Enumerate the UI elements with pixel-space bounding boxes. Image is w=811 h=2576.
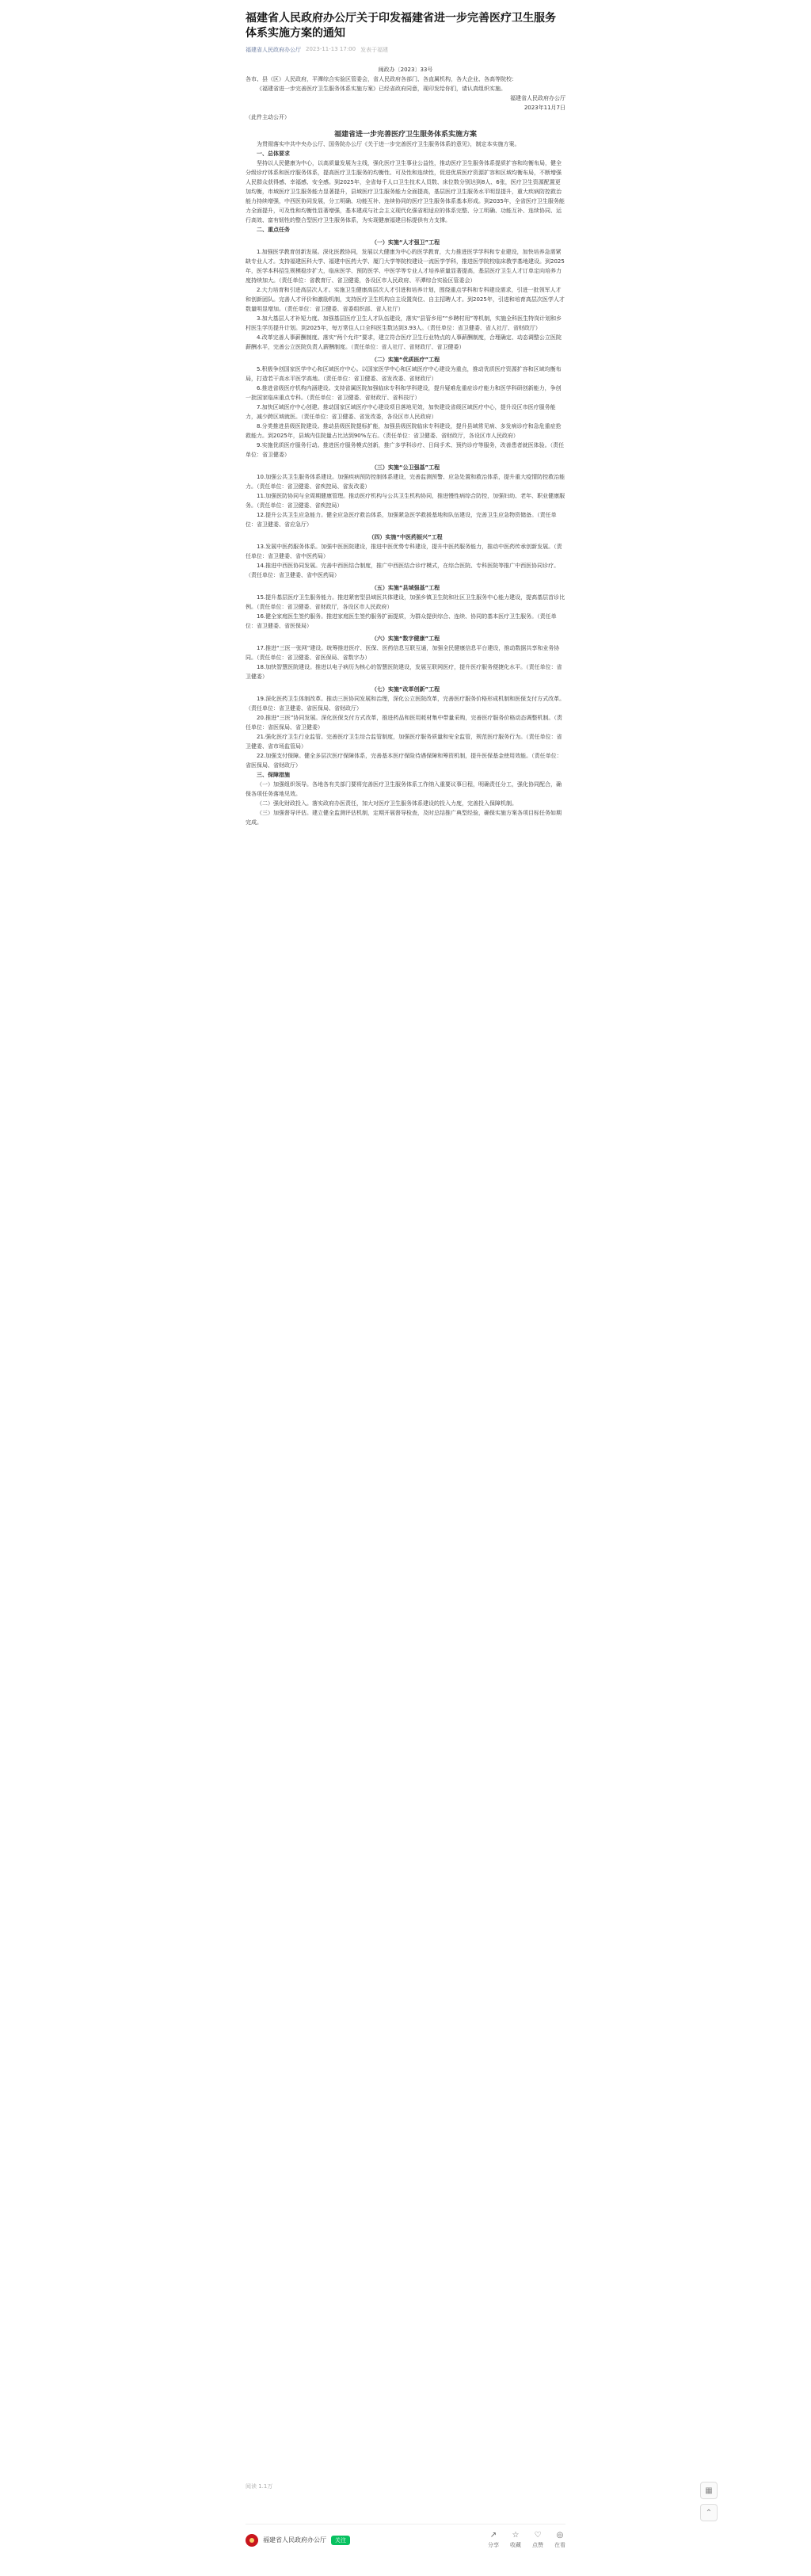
account-name[interactable]: 福建省人民政府办公厅 [263, 2536, 326, 2544]
favorite-button[interactable]: ☆ 收藏 [510, 2531, 521, 2548]
account-logo-icon[interactable] [246, 2534, 258, 2547]
article-title: 福建省人民政府办公厅关于印发福建省进一步完善医疗卫生服务体系实施方案的通知 [246, 12, 556, 40]
action-bar [488, 2531, 565, 2549]
paragraph: （一）加强组织领导。各地各有关部门要将完善医疗卫生服务体系工作纳入重要议事日程，明确责任分工，强化协同配合，确保各项任务落地见效。 [246, 781, 562, 797]
notice-body: 《福建省进一步完善医疗卫生服务体系实施方案》已经省政府同意，现印发给你们，请认真组织实施。 [257, 86, 506, 92]
paragraph: 18.加快智慧医院建设。推进以电子病历为核心的智慧医院建设，发展互联网医疗，提升医疗服务便捷化水平。（责任单位：省卫健委） [246, 664, 562, 680]
paragraph: 4.改革完善人事薪酬制度。落实“两个允许”要求，建立符合医疗卫生行业特点的人事薪酬制度，合理确定、动态调整公立医院薪酬水平，完善公立医院负责人薪酬制度。（责任单位：省人社厅、省财政厅、省卫健委） [246, 334, 562, 350]
paragraph: （二）强化财政投入。落实政府办医责任，加大对医疗卫生服务体系建设的投入力度，完善投入保障机制。 [257, 800, 517, 807]
share-button[interactable]: ↗ 分享 [488, 2531, 499, 2548]
paragraph: 14.推进中西医协同发展。完善中西医结合制度，推广中西医结合诊疗模式，在综合医院、专科医院等推广中西医协同诊疗。（责任单位：省卫健委、省中医药局） [246, 563, 560, 578]
star-icon: ☆ [512, 2531, 520, 2540]
paragraph: 10.加强公共卫生服务体系建设。加强疾病预防控制体系建设，完善监测预警、应急处置和救治体系，提升重大疫情防控救治能力。（责任单位：省卫健委、省疾控局、省发改委） [246, 474, 565, 490]
qr-code-icon: ▦ [705, 2486, 713, 2495]
paragraph: （六）实施“数字健康”工程 [371, 635, 440, 642]
paragraph: 为贯彻落实中共中央办公厅、国务院办公厅《关于进一步完善医疗卫生服务体系的意见》，制定本实施方案。 [257, 141, 520, 147]
article-location: 发表于福建 [360, 47, 389, 53]
paragraph: 9.实施优质医疗服务行动。推进医疗服务模式创新，推广多学科诊疗、日间手术、预约诊疗等服务，改善患者就医体验。（责任单位：省卫健委） [246, 442, 565, 458]
paragraph: 7.加快区域医疗中心创建。推动国家区域医疗中心建设项目落地见效，加快建设省级区域医疗中心，提升设区市医疗服务能力，减少跨区域就医。（责任单位：省卫健委、省发改委，各设区市人民政府） [246, 404, 556, 420]
article-content [246, 65, 565, 827]
paragraph: 13.发展中医药服务体系。加强中医医院建设，推进中医优势专科建设，提升中医药服务能力，推动中医药传承创新发展。（责任单位：省卫健委、省中医药局） [246, 544, 562, 559]
paragraph: 一、总体要求 [257, 151, 290, 157]
article-date: 2023-11-13 17:00 [306, 46, 356, 52]
article [246, 11, 565, 827]
addressee: 各市、县（区）人民政府，平潭综合实验区管委会，省人民政府各部门、各直属机构，各大企业、各高等院校： [246, 76, 517, 82]
paragraph: （三）加强督导评估。建立健全监测评估机制，定期开展督导检查，及时总结推广典型经验，确保实施方案各项目标任务如期完成。 [246, 810, 562, 826]
follow-button[interactable]: 关注 [331, 2536, 350, 2545]
paragraph: 20.推进“三医”协同发展。深化医保支付方式改革，推进药品和医用耗材集中带量采购，完善医疗服务价格动态调整机制。（责任单位：省医保局、省卫健委） [246, 715, 562, 731]
bottom-bar [246, 2524, 565, 2555]
paragraph: 21.强化医疗卫生行业监管。完善医疗卫生综合监管制度，加强医疗服务质量和安全监管，规范医疗服务行为。（责任单位：省卫健委、省市场监管局） [246, 734, 562, 750]
paragraph: 17.推进“三医一张网”建设。统筹推进医疗、医保、医药信息互联互通，加强全民健康信息平台建设，推动数据共享和业务协同。（责任单位：省卫健委、省医保局、省数字办） [246, 645, 560, 661]
paragraph: 5.积极争创国家医学中心和区域医疗中心。以国家医学中心和区域医疗中心建设为重点，推动优质医疗资源扩容和区域均衡布局，打造若干高水平医学高地。（责任单位：省卫健委、省发改委、省财政厅） [246, 366, 562, 382]
signature: 福建省人民政府办公厅 [510, 95, 565, 101]
arrow-up-icon: ⌃ [705, 2508, 713, 2517]
paragraph: 15.提升基层医疗卫生服务能力。推进紧密型县域医共体建设，加强乡镇卫生院和社区卫生服务中心能力建设，提高基层首诊比例。（责任单位：省卫健委、省财政厅，各设区市人民政府） [246, 594, 565, 610]
wow-button[interactable]: ◎ 在看 [554, 2531, 565, 2548]
article-meta [246, 46, 565, 54]
paragraph: （一）实施“人才强卫”工程 [371, 239, 440, 246]
paragraph: 8.分类推进县级医院建设。推动县级医院提标扩能，加强县级医院临床专科建设，提升县域常见病、多发病诊疗和急危重症抢救能力。到2025年，县域内住院量占比达到90%左右。（责任单位：省卫健委、省财政厅，各设区市人民政府） [246, 423, 562, 439]
doc-title: 福建省进一步完善医疗卫生服务体系实施方案 [333, 131, 477, 139]
paragraph: （五）实施“县域强基”工程 [371, 585, 440, 591]
paragraph: 坚持以人民健康为中心，以高质量发展为主线，强化医疗卫生事业公益性，推动医疗卫生服务体系提质扩容和均衡布局，健全分级诊疗体系和医疗服务体系，提高医疗卫生服务的均衡性、可及性和连续性，促进优质医疗资源扩容和区域均衡布局，不断增强人民群众获得感、幸福感、安全感。到2025年，全省每千人口卫生技术人员数、床位数分别达到8人、6张，医疗卫生资源配置更加均衡，市域医疗卫生服务能力显著提升，县域医疗卫生服务能力全面提高，基层医疗卫生服务水平明显提升，重大疾病防控救治能力持续增强，中西医协同发展，分工明确、功能互补、连续协同的医疗卫生服务体系基本形成。到2035年，全省医疗卫生服务能力全面提升，可及性和均衡性显著增强，基本建成与社会主义现代化强省相适应的体系完整、分工明确、功能互补、连续协同、运行高效、富有韧性的整合型医疗卫生服务体系，为实现健康福建目标提供有力支撑。 [246, 160, 565, 223]
paragraph: 二、重点任务 [257, 227, 290, 233]
sign-date: 2023年11月7日 [524, 105, 565, 111]
like-button[interactable]: ♡ 点赞 [532, 2531, 543, 2548]
paragraph: （二）实施“优质医疗”工程 [371, 357, 440, 363]
paragraph: 22.加强支付保障。健全多层次医疗保障体系，完善基本医疗保险待遇保障和筹资机制，提升医保基金使用效能。（责任单位：省医保局、省财政厅） [246, 753, 562, 769]
paragraph: 3.加大基层人才补短力度。加强基层医疗卫生人才队伍建设，落实“县管乡用”“乡聘村用”等机制，实施全科医生特岗计划和乡村医生学历提升计划。到2025年，每万常住人口全科医生数达到3.93人。（责任单位：省卫健委、省人社厅、省财政厅） [246, 315, 562, 331]
paragraph: 1.加强医学教育创新发展。深化医教协同，发展以大健康为中心的医学教育，大力推进医学学科和专业建设，加快培养急需紧缺专业人才。支持福建医科大学、福建中医药大学、厦门大学等院校建设一流医学学科，推进医学院校临床教学基地建设。到2025年，医学本科招生规模稳步扩大，临床医学、预防医学、中医学等专业人才培养质量显著提高，基层医疗卫生人才订单定向培养力度持续加大。（责任单位：省教育厅、省卫健委，各设区市人民政府、平潭综合实验区管委会） [246, 249, 565, 284]
paragraph: 11.加强医防协同与全周期健康管理。推动医疗机构与公共卫生机构协同，推进慢性病综合防控，加强妇幼、老年、职业健康服务。（责任单位：省卫健委、省疾控局） [246, 493, 565, 509]
paragraph-list [246, 139, 565, 827]
paragraph: 2.大力培育和引进高层次人才。实施卫生健康高层次人才引进和培养计划，围绕重点学科和专科建设需求，引进一批领军人才和创新团队。完善人才评价和激励机制，支持医疗卫生机构自主设置岗位、自主招聘人才。到2025年，引进和培育高层次医学人才数量明显增加。（责任单位：省卫健委、省委组织部、省人社厅） [246, 287, 565, 312]
side-qr-button[interactable] [700, 2482, 718, 2499]
article-source-link[interactable]: 福建省人民政府办公厅 [246, 47, 301, 53]
doc-number: 闽政办〔2023〕33号 [378, 67, 433, 73]
share-icon: ↗ [489, 2531, 497, 2540]
paragraph: 19.深化医药卫生体制改革。推动三医协同发展和治理，深化公立医院改革，完善医疗服务价格形成机制和医保支付方式改革。（责任单位：省卫健委、省医保局、省财政厅） [246, 696, 565, 712]
paragraph: （七）实施“改革创新”工程 [371, 686, 440, 693]
read-count: 阅读 1.1万 [246, 2483, 273, 2490]
paragraph: 6.推进省级医疗机构内涵建设。支持省属医院加强临床专科和学科建设，提升疑难危重症诊疗能力和医学科研创新能力，争创一批国家临床重点专科。（责任单位：省卫健委、省财政厅、省科技厅） [246, 385, 562, 401]
eye-icon: ◎ [556, 2531, 564, 2540]
paragraph: 12.提升公共卫生应急能力。健全应急医疗救治体系，加强紧急医学救援基地和队伍建设，完善卫生应急物资储备。（责任单位：省卫健委、省应急厅） [246, 512, 557, 528]
thumb-up-icon: ♡ [534, 2531, 542, 2540]
paragraph: 三、保障措施 [257, 772, 290, 778]
paragraph: （三）实施“公卫强基”工程 [371, 464, 440, 471]
side-top-button[interactable] [700, 2504, 718, 2521]
public-note: （此件主动公开） [246, 114, 290, 120]
paragraph: 16.健全家庭医生签约服务。推进家庭医生签约服务扩面提质，为群众提供综合、连续、协同的基本医疗卫生服务。（责任单位：省卫健委、省医保局） [246, 613, 557, 629]
paragraph: （四）实施“中医药振兴”工程 [368, 534, 443, 540]
